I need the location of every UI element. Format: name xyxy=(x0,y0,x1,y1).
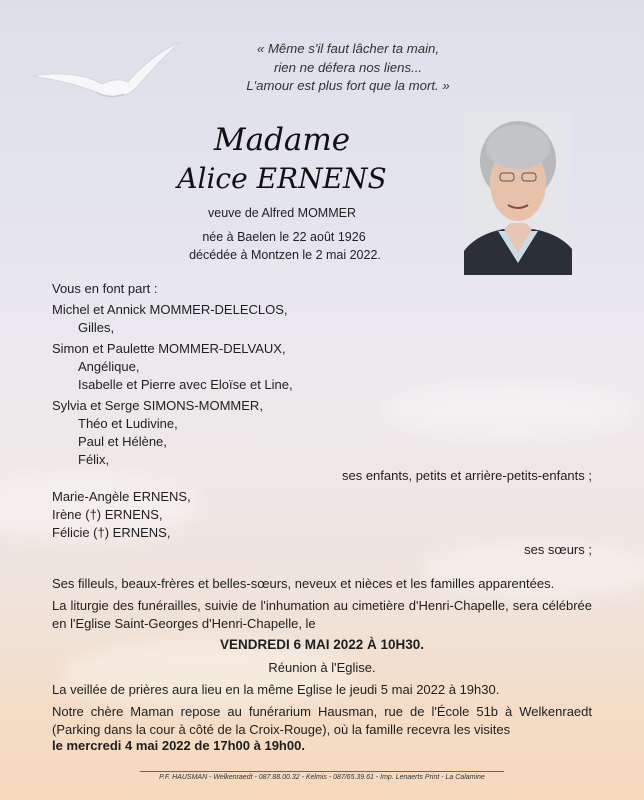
family-member: Simon et Paulette MOMMER-DELVAUX, xyxy=(52,341,286,356)
footer: P.F. HAUSMAN - Welkenraedt - 087.88.00.32 - Kelmis - 087/65.39.61 - Imp. Lenaerts Print - La Calamine xyxy=(140,771,504,781)
family-member: Angélique, xyxy=(78,359,140,374)
sisters-label: ses sœurs ; xyxy=(524,542,592,557)
resting-place: Notre chère Maman repose au funérarium Hausman, rue de l'École 51b à Welkenraedt (Parking dans la cour à côté de la Croix-Rouge), où la famille recevra les visites xyxy=(52,704,592,737)
widow-of: veuve de Alfred MOMMER xyxy=(208,206,356,220)
liturgy: La liturgie des funérailles, suivie de l'inhumation au cimetière d'Henri-Chapelle, sera célébrée en l'Eglise Saint-Georges d'Henri-Chapelle, le xyxy=(52,598,592,631)
cloud xyxy=(380,380,640,440)
children-label: ses enfants, petits et arrière-petits-enfants ; xyxy=(341,468,592,483)
sister: Marie-Angèle ERNENS, xyxy=(52,489,191,504)
death: décédée à Montzen le 2 mai 2022. xyxy=(189,248,381,262)
quote-line: L'amour est plus fort que la mort. » xyxy=(246,78,450,93)
quote-line: rien ne défera nos liens... xyxy=(273,59,423,75)
family-member: Gilles, xyxy=(78,320,115,335)
portrait-photo xyxy=(464,113,572,275)
family-member: Michel et Annick MOMMER-DELECLOS, xyxy=(52,302,288,317)
family-member: Isabelle et Pierre avec Eloïse et Line, xyxy=(78,377,293,392)
visit-time: le mercredi 4 mai 2022 de 17h00 à 19h00. xyxy=(52,738,305,753)
sister: Irène (†) ERNENS, xyxy=(52,507,163,522)
family-member: Paul et Hélène, xyxy=(78,434,167,449)
service-date: VENDREDI 6 MAI 2022 À 10H30. xyxy=(219,637,425,652)
family-member: Félix, xyxy=(78,452,110,467)
deceased-name: Alice ERNENS xyxy=(177,162,387,195)
extended-family: Ses filleuls, beaux-frères et belles-sœurs, neveux et nièces et les familles apparentées. xyxy=(52,576,555,591)
vigil: La veillée de prières aura lieu en la même Eglise le jeudi 5 mai 2022 à 19h30. xyxy=(52,682,500,697)
announce: Vous en font part : xyxy=(52,281,158,296)
title: Madame xyxy=(213,122,351,158)
birth: née à Baelen le 22 août 1926 xyxy=(202,230,366,244)
quote-line: « Même s'il faut lâcher ta main, xyxy=(256,41,440,56)
sister: Félicie (†) ERNENS, xyxy=(52,525,171,540)
family-member: Théo et Ludivine, xyxy=(78,416,178,431)
quote xyxy=(200,40,496,96)
seagull-icon xyxy=(30,38,185,108)
meeting: Réunion à l'Eglise. xyxy=(268,660,376,675)
family-member: Sylvia et Serge SIMONS-MOMMER, xyxy=(52,398,263,413)
